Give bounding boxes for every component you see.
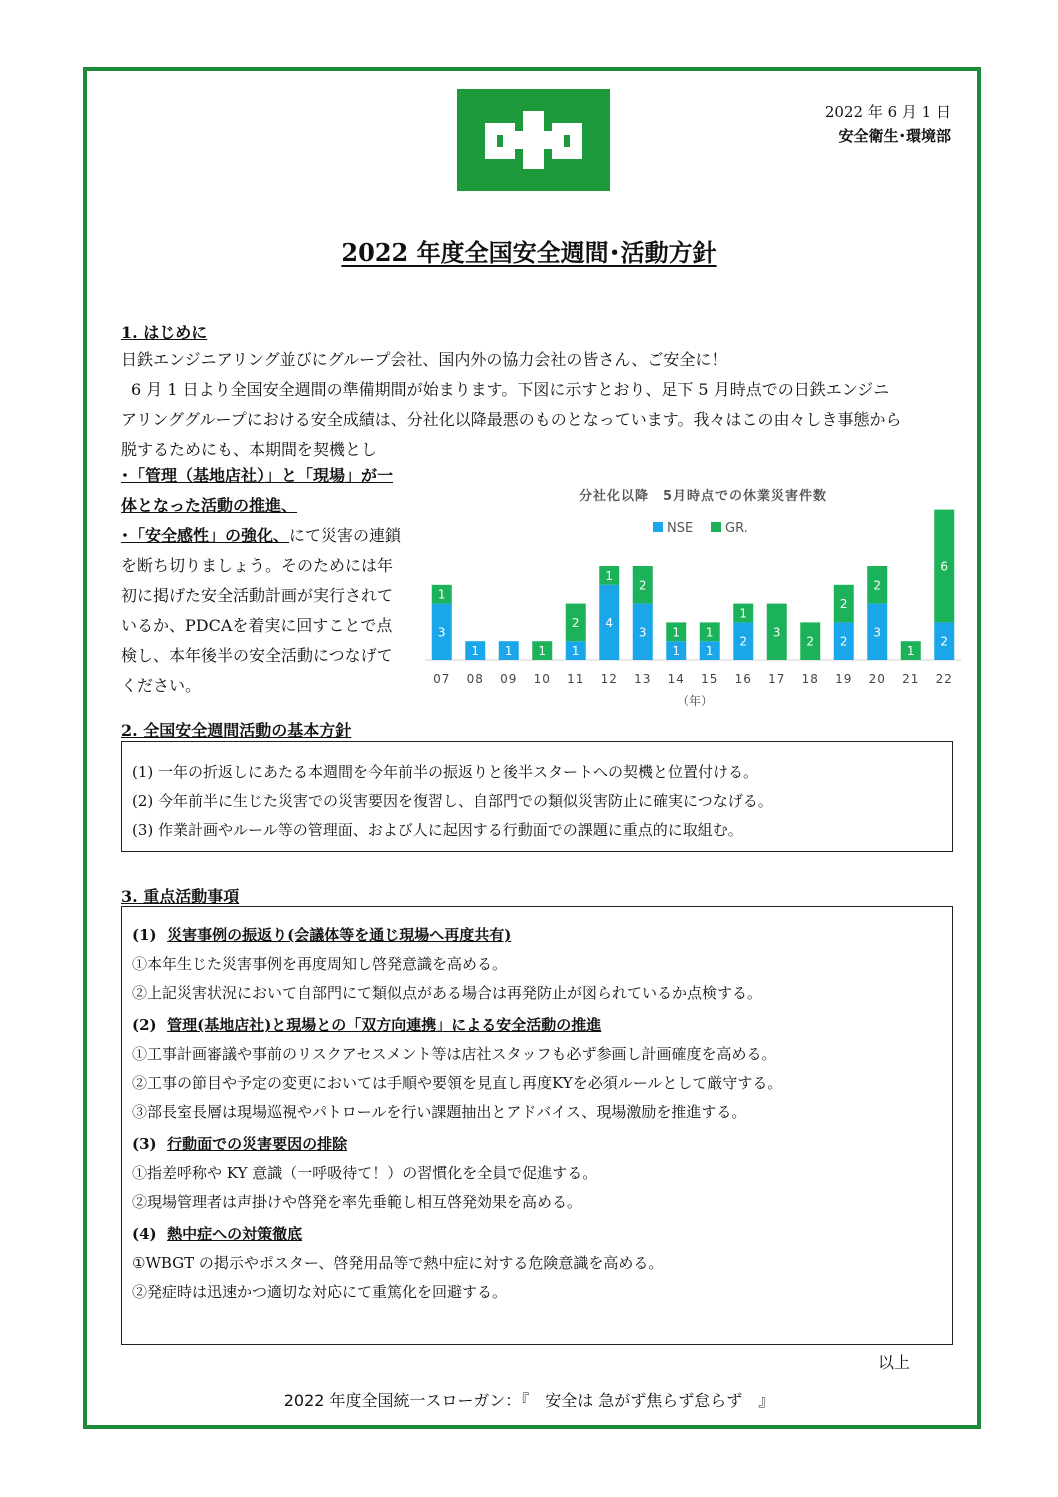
activity-item: ①工事計画審議や事前のリスクアセスメント等は店社スタッフも必ず参画し計画確度を高める。 [132,1045,777,1063]
activity-heading [132,921,942,950]
activity-item: ②工事の節目や予定の変更においては手順や要領を見直し再度KYを必須ルールとして厳守する。 [132,1074,783,1092]
activity-item: ①指差呼称や KY 意識（一呼吸待て！）の習慣化を全員で促進する。 [132,1164,598,1182]
data-label: 3 [772,625,781,640]
intro-line: 6 月 1 日より全国安全週間の準備期間が始まります。下図に示すとおり、足下 5 月時点での日鉄エンジニ [131,380,890,399]
data-label: 3 [873,625,882,640]
x-tick-label: 18 [801,672,819,686]
basic-policy-box [121,741,953,852]
intro-line: アリンググループにおける安全成績は、分社化以降最悪のものとなっています。我々はこの由々しき事態から [121,410,902,429]
data-label: 2 [806,634,815,649]
policy-item: (3) 作業計画やルール等の管理面、および人に起因する行動面での課題に重点的に取組む。 [132,821,743,839]
side-rest-text: にて災害の連鎖を断ち切りましょう。そのためには年初に掲げた安全活動計画が実行されているか、PDCAを着実に回すことで点検し、本年後半の安全活動につなげてください。 [121,526,402,695]
activity-item: ①WBGT の掲示やポスター、啓発用品等で熱中症に対する危険意識を高める。 [132,1254,664,1272]
x-tick-label: 21 [902,672,920,686]
data-label: 1 [906,644,915,659]
data-label: 1 [605,568,614,583]
closing-mark: 以上 [878,1353,911,1372]
data-label: 2 [638,578,647,593]
x-tick-label: 20 [868,672,886,686]
section1-intro [121,345,956,465]
data-label: 1 [672,625,681,640]
activity-item: ②発症時は迅速かつ適切な対応にて重篤化を回避する。 [132,1283,508,1301]
x-tick-label: 15 [701,672,719,686]
data-label: 1 [437,587,446,602]
activity-item: ②上記災害状況において自部門にて類似点がある場合は再発防止が図られているか点検する。 [132,984,763,1002]
legend-label: NSE [667,521,694,536]
data-label: 1 [571,644,580,659]
bullet-safety-sense: ･「安全感性」の強化、 [121,526,290,545]
activity-item: ①本年生じた災害事例を再度周知し啓発意識を高める。 [132,955,508,973]
activity-number: (1) [132,926,157,944]
data-label: 3 [638,625,647,640]
data-label: 2 [839,597,848,612]
data-label: 1 [672,644,681,659]
activity-number: (3) [132,1135,157,1153]
x-tick-label: 22 [935,672,953,686]
intro-line: 脱するためにも、本期間を契機とし [121,440,378,459]
x-axis-label: （年） [676,694,714,708]
intro-line: 日鉄エンジニアリング並びにグループ会社、国内外の協力会社の皆さん、ご安全に！ [121,350,728,369]
legend-swatch [711,522,721,532]
x-tick-label: 11 [567,672,585,686]
data-label: 3 [437,625,446,640]
x-tick-label: 08 [466,672,484,686]
section2-heading: 2. 全国安全週間活動の基本方針 [121,721,352,740]
x-tick-label: 09 [500,672,518,686]
legend-swatch [653,522,663,532]
activity-item: ③部長室長層は現場巡視やパトロールを行い課題抽出とアドバイス、現場激励を推進する。 [132,1103,747,1121]
data-label: 6 [940,559,949,574]
section1-heading: 1. はじめに [121,323,208,342]
data-label: 1 [504,644,513,659]
activity-item: ②現場管理者は声掛けや啓発を率先垂範し相互啓発効果を高める。 [132,1193,583,1211]
x-tick-label: 16 [734,672,752,686]
data-label: 1 [538,644,547,659]
data-label: 1 [739,606,748,621]
activity-heading [132,1220,942,1249]
activity-number: (4) [132,1225,157,1243]
x-tick-label: 14 [667,672,685,686]
data-label: 2 [571,615,580,630]
chart-title: 分社化以降 5月時点での休業災害件数 [578,489,828,504]
department: 安全衛生･環境部 [838,127,951,145]
activity-heading [132,1130,942,1159]
national-slogan: 2022 年度全国統一スローガン：『 安全は 急がず焦らず怠らず 』 [283,1391,775,1410]
policy-item: (1) 一年の折返しにあたる本週間を今年前半の振返りと後半スタートへの契機と位置付ける。 [132,763,759,781]
activity-title: 災害事例の振返り(会議体等を通じ現場へ再度共有) [167,926,512,944]
bullet-management-field: ･「管理（基地店社）」と「現場」が一体となった活動の推進、 [121,466,394,515]
x-tick-label: 19 [835,672,853,686]
activity-title: 熱中症への対策徹底 [167,1225,303,1243]
legend-label: GR. [725,521,748,536]
x-tick-label: 17 [768,672,786,686]
data-label: 2 [940,634,949,649]
x-tick-label: 10 [533,672,551,686]
x-tick-label: 07 [433,672,451,686]
activity-number: (2) [132,1016,157,1034]
issue-date: 2022 年 6 月 1 日 [824,103,951,121]
data-label: 2 [739,634,748,649]
x-tick-label: 12 [600,672,618,686]
date-block [825,100,951,148]
activity-heading [132,1011,942,1040]
data-label: 1 [705,625,714,640]
activity-title: 管理(基地店社)と現場との「双方向連携」による安全活動の推進 [167,1016,602,1034]
activity-title: 行動面での災害要因の排除 [167,1135,348,1153]
data-label: 1 [705,644,714,659]
data-label: 1 [471,644,480,659]
key-activities-box [121,906,953,1345]
data-label: 4 [605,615,614,630]
page-title: 2022 年度全国安全週間･活動方針 [341,238,717,267]
data-label: 2 [873,578,882,593]
x-tick-label: 13 [634,672,652,686]
section1-side-text [121,461,403,701]
lost-time-accidents-chart [425,480,965,720]
policy-item: (2) 今年前半に生じた災害での災害要因を復習し、自部門での類似災害防止に確実につなげる。 [132,792,773,810]
green-cross-safety-flag-icon [457,89,610,191]
data-label: 2 [839,634,848,649]
section3-heading: 3. 重点活動事項 [121,887,240,906]
